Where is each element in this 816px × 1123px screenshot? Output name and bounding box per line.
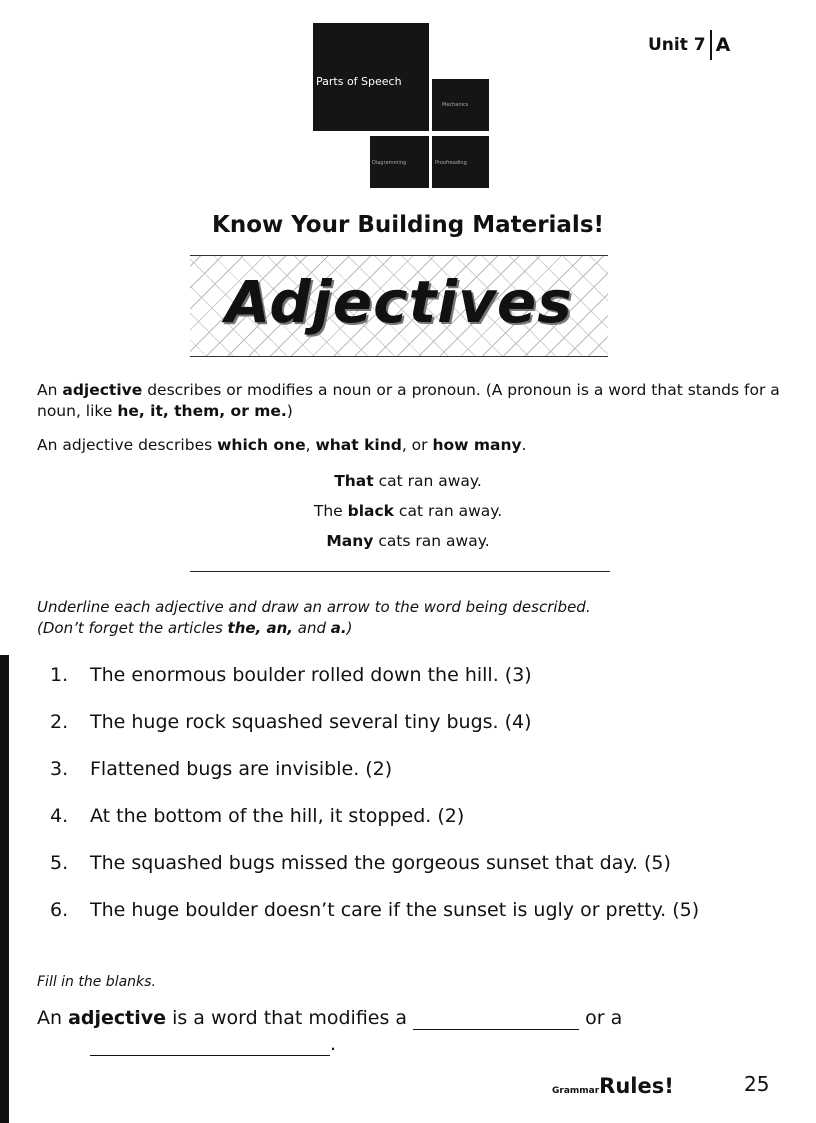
example-sentence (0, 532, 816, 550)
item-sentence: Flattened bugs are invisible. (2) (90, 758, 393, 780)
text: and (293, 619, 331, 637)
definition-paragraph-2 (37, 435, 787, 456)
item-sentence: The huge rock squashed several tiny bugs. (4) (90, 711, 532, 733)
block-label: Diagramming (372, 160, 407, 166)
block-label: Mechanics (442, 102, 469, 108)
text: (Don’t forget the articles (37, 619, 228, 637)
item-sentence: The enormous boulder rolled down the hill. (3) (90, 664, 532, 686)
exercise-item (50, 758, 392, 780)
item-number: 3. (50, 758, 69, 780)
binding-edge (0, 655, 9, 1123)
unit-label (648, 30, 730, 60)
block-diagramming (370, 136, 429, 188)
block-mechanics (432, 79, 489, 131)
item-number: 6. (50, 899, 69, 921)
block-label: Proofreading (435, 160, 467, 166)
unit-letter: A (715, 34, 731, 56)
footer-brand (552, 1074, 674, 1098)
example-sentence (0, 502, 816, 520)
text: An adjective describes (37, 436, 218, 454)
item-number: 5. (50, 852, 69, 874)
item-number: 2. (50, 711, 69, 733)
block-proofreading (432, 136, 489, 188)
text: An (37, 1007, 69, 1029)
bold-term: the, an, (227, 619, 293, 637)
block-parts-of-speech (313, 23, 429, 131)
fill-in-sentence (37, 1007, 622, 1030)
example-adjective: Many (326, 532, 374, 550)
brand-big: Rules! (599, 1074, 674, 1098)
text: , or (401, 436, 433, 454)
bold-term: a. (330, 619, 347, 637)
bold-term: he, it, them, or me. (117, 402, 287, 420)
text: cat ran away. (394, 502, 503, 520)
divider (190, 571, 610, 572)
exercise-item (50, 711, 532, 733)
block-label: Parts of Speech (316, 75, 402, 88)
banner-word: Adjectives (225, 268, 573, 336)
text: is a word that modifies a (166, 1007, 414, 1029)
bold-term: what kind (315, 436, 402, 454)
exercise-item (50, 852, 671, 874)
item-sentence: The squashed bugs missed the gorgeous sunset that day. (5) (90, 852, 671, 874)
text: ) (346, 619, 353, 637)
adjectives-banner (190, 255, 608, 357)
instruction-line: Underline each adjective and draw an arrow to the word being described. (37, 598, 591, 616)
exercise-item (50, 899, 699, 921)
text: or a (579, 1007, 623, 1029)
bold-term: adjective (68, 1007, 167, 1029)
text: , (305, 436, 316, 454)
text: The (313, 502, 348, 520)
text: . (330, 1033, 337, 1055)
blank-1[interactable] (413, 1007, 579, 1030)
item-sentence: The huge boulder doesn’t care if the sunset is ugly or pretty. (5) (90, 899, 700, 921)
text: ) (286, 402, 293, 420)
fill-in-instruction: Fill in the blanks. (37, 974, 156, 990)
example-adjective: That (334, 472, 374, 490)
page-number: 25 (744, 1072, 770, 1096)
text: . (521, 436, 527, 454)
text: describes or modifies a noun or a pronoun. (A pronoun is a word that stands for a noun, like (37, 381, 780, 420)
bold-term: how many (432, 436, 522, 454)
bold-term: which one (217, 436, 306, 454)
exercise-instructions (37, 597, 797, 639)
unit-divider (710, 30, 712, 60)
blank-2[interactable] (90, 1033, 330, 1056)
brand-small: Grammar (552, 1086, 600, 1096)
fill-in-line-2 (90, 1033, 336, 1056)
item-sentence: At the bottom of the hill, it stopped. (2) (90, 805, 465, 827)
text: An (37, 381, 63, 399)
item-number: 1. (50, 664, 69, 686)
bold-term: adjective (62, 381, 143, 399)
example-sentence (0, 472, 816, 490)
item-number: 4. (50, 805, 69, 827)
unit-number: Unit 7 (648, 35, 706, 55)
page-title: Know Your Building Materials! (212, 212, 604, 238)
exercise-item (50, 664, 532, 686)
exercise-item (50, 805, 464, 827)
instruction-line (37, 618, 797, 639)
example-adjective: black (347, 502, 394, 520)
definition-paragraph-1 (37, 380, 787, 422)
text: cat ran away. (373, 472, 482, 490)
text: cats ran away. (373, 532, 490, 550)
